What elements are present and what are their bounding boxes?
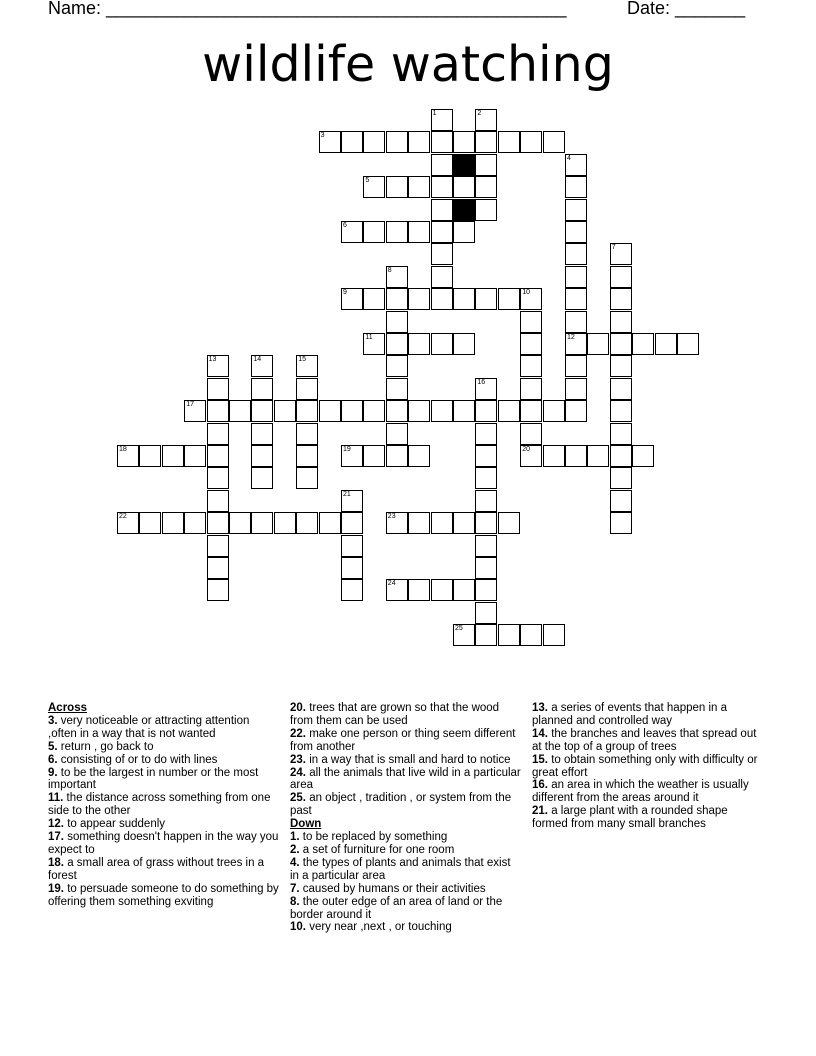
grid-cell[interactable]	[251, 378, 273, 400]
grid-cell[interactable]	[386, 400, 408, 422]
grid-cell[interactable]	[207, 445, 229, 467]
clue-item	[290, 896, 522, 922]
down-clue-list-continued	[532, 702, 764, 831]
grid-cell[interactable]	[207, 579, 229, 601]
grid-cell[interactable]	[475, 288, 497, 310]
grid-cell[interactable]	[341, 557, 363, 579]
grid-cell[interactable]	[207, 467, 229, 489]
clue-number: 21	[343, 490, 351, 498]
clue-item-text: something doesn't happen in the way you expect to	[48, 831, 279, 856]
grid-cell[interactable]	[341, 535, 363, 557]
clue-item-number: 11.	[48, 792, 64, 805]
grid-cell[interactable]	[565, 243, 587, 265]
clue-item-number: 3.	[48, 714, 58, 727]
grid-cell[interactable]	[431, 512, 453, 534]
clue-item-text: a series of events that happen in a planned and controlled way	[532, 702, 728, 727]
clue-number: 19	[343, 446, 351, 453]
clue-item-text: to be the largest in number or the most important	[48, 766, 259, 792]
grid-cell[interactable]	[162, 512, 184, 534]
clue-item	[48, 818, 280, 831]
grid-cell[interactable]	[475, 199, 497, 221]
grid-cell[interactable]	[341, 579, 363, 601]
grid-cell[interactable]	[565, 378, 587, 400]
grid-cell[interactable]	[408, 176, 430, 198]
grid-cell[interactable]	[207, 378, 229, 400]
grid-cell[interactable]	[475, 602, 497, 624]
grid-cell[interactable]	[453, 333, 475, 355]
grid-cell[interactable]	[431, 109, 453, 131]
clue-number: 12	[567, 334, 575, 341]
clue-item	[290, 831, 522, 844]
grid-cell[interactable]	[475, 512, 497, 534]
grid-cell[interactable]	[431, 131, 453, 153]
grid-cell[interactable]	[386, 311, 408, 333]
grid-cell[interactable]	[475, 176, 497, 198]
clue-item	[48, 767, 280, 793]
clue-number: 15	[298, 356, 306, 364]
grid-cell[interactable]	[274, 512, 296, 534]
grid-cell[interactable]	[319, 131, 341, 153]
grid-cell[interactable]	[386, 288, 408, 310]
grid-cell[interactable]	[453, 400, 475, 422]
grid-cell[interactable]	[587, 445, 609, 467]
clue-item-text: to persuade someone to do something by offering them something exviting	[48, 882, 279, 908]
clue-item-number: 16.	[532, 779, 548, 792]
clue-item-number: 1.	[290, 831, 300, 844]
grid-cell[interactable]	[184, 445, 206, 467]
grid-cell[interactable]	[207, 355, 229, 377]
grid-cell[interactable]	[565, 400, 587, 422]
grid-cell[interactable]	[251, 445, 273, 467]
grid-cell[interactable]	[475, 490, 497, 512]
grid-cell[interactable]	[475, 535, 497, 557]
clue-item-text: an area in which the weather is usually different from the areas around it	[532, 779, 749, 805]
grid-cell[interactable]	[498, 624, 520, 646]
grid-cell[interactable]	[543, 131, 565, 153]
grid-cell[interactable]	[386, 445, 408, 467]
grid-cell[interactable]	[498, 131, 520, 153]
clue-item	[532, 805, 764, 831]
clue-item-text: return , go back to	[57, 740, 154, 753]
grid-cell[interactable]	[363, 176, 385, 198]
grid-cell[interactable]	[543, 624, 565, 646]
clue-item-text: a small area of grass without trees in a forest	[48, 856, 265, 882]
grid-cell[interactable]	[431, 176, 453, 198]
grid-cell[interactable]	[251, 467, 273, 489]
clue-item-text: very near ,next , or touching	[306, 921, 452, 934]
clue-item-number: 25.	[290, 792, 306, 805]
clue-item-number: 9.	[48, 766, 58, 779]
clue-item-number: 14.	[532, 727, 548, 740]
grid-cell[interactable]	[386, 266, 408, 288]
grid-cell[interactable]	[319, 400, 341, 422]
grid-cell[interactable]	[565, 221, 587, 243]
grid-cell[interactable]	[520, 624, 542, 646]
grid-cell[interactable]	[677, 333, 699, 355]
grid-cell[interactable]	[475, 467, 497, 489]
grid-cell[interactable]	[565, 333, 587, 355]
grid-cell[interactable]	[610, 266, 632, 288]
grid-cell[interactable]	[408, 579, 430, 601]
clue-item-text: to appear suddenly	[64, 818, 166, 831]
grid-cell[interactable]	[408, 288, 430, 310]
clue-item-number: 10.	[290, 921, 306, 934]
grid-cell[interactable]	[475, 624, 497, 646]
grid-cell[interactable]	[139, 445, 161, 467]
clue-item-text: consisting of or to do with lines	[57, 753, 218, 766]
grid-cell[interactable]	[117, 445, 139, 467]
clue-item-number: 8.	[290, 895, 300, 908]
grid-cell[interactable]	[408, 400, 430, 422]
grid-cell[interactable]	[386, 131, 408, 153]
black-cell	[453, 199, 475, 221]
grid-cell[interactable]	[363, 333, 385, 355]
grid-cell[interactable]	[386, 579, 408, 601]
date-field-label: Date: _______	[627, 0, 746, 18]
clue-item-text: caused by humans or their activities	[299, 882, 486, 895]
grid-cell[interactable]	[655, 333, 677, 355]
grid-cell[interactable]	[251, 355, 273, 377]
grid-cell[interactable]	[520, 423, 542, 445]
grid-cell[interactable]	[520, 400, 542, 422]
grid-cell[interactable]	[341, 288, 363, 310]
grid-cell[interactable]	[408, 131, 430, 153]
grid-cell[interactable]	[251, 423, 273, 445]
grid-cell[interactable]	[296, 445, 318, 467]
grid-cell[interactable]	[431, 154, 453, 176]
clue-item-text: to obtain something only with difficulty or great effort	[532, 753, 758, 779]
grid-cell[interactable]	[386, 221, 408, 243]
clue-number: 1	[432, 110, 437, 117]
grid-cell[interactable]	[296, 423, 318, 445]
clue-column-3	[532, 702, 764, 831]
grid-cell[interactable]	[363, 131, 385, 153]
clue-item-number: 5.	[48, 740, 58, 753]
across-clue-list-continued	[290, 702, 522, 818]
grid-cell[interactable]	[386, 423, 408, 445]
clue-number: 25	[455, 625, 463, 633]
clue-number: 2	[477, 110, 482, 117]
grid-cell[interactable]	[207, 535, 229, 557]
grid-cell[interactable]	[431, 199, 453, 221]
grid-cell[interactable]	[565, 199, 587, 221]
clue-item-number: 21.	[532, 805, 548, 818]
clue-number: 7	[611, 244, 616, 252]
grid-cell[interactable]	[565, 445, 587, 467]
grid-cell[interactable]	[341, 131, 363, 153]
grid-cell[interactable]	[453, 579, 475, 601]
grid-cell[interactable]	[498, 288, 520, 310]
clue-item	[290, 844, 522, 857]
grid-cell[interactable]	[543, 445, 565, 467]
clue-number: 6	[343, 222, 347, 229]
grid-cell[interactable]	[610, 378, 632, 400]
grid-cell[interactable]	[319, 512, 341, 534]
clue-item	[290, 921, 522, 934]
grid-cell[interactable]	[610, 243, 632, 265]
clue-number: 4	[567, 154, 571, 162]
grid-cell[interactable]	[207, 490, 229, 512]
grid-cell[interactable]	[610, 445, 632, 467]
clue-item	[48, 754, 280, 767]
grid-cell[interactable]	[296, 378, 318, 400]
clue-item-text: make one person or thing seem different from another	[290, 727, 516, 753]
grid-cell[interactable]	[565, 176, 587, 198]
grid-cell[interactable]	[565, 355, 587, 377]
clue-number: 8	[387, 266, 392, 274]
grid-cell[interactable]	[520, 333, 542, 355]
grid-cell[interactable]	[610, 400, 632, 422]
clue-number: 22	[119, 513, 127, 521]
grid-cell[interactable]	[341, 445, 363, 467]
grid-cell[interactable]	[565, 266, 587, 288]
down-heading: Down	[290, 818, 322, 831]
across-heading: Across	[48, 702, 87, 714]
grid-cell[interactable]	[296, 400, 318, 422]
clue-item	[48, 792, 280, 818]
clue-item	[290, 754, 522, 767]
grid-cell[interactable]	[475, 579, 497, 601]
grid-cell[interactable]	[610, 490, 632, 512]
grid-cell[interactable]	[386, 512, 408, 534]
name-field-label: Name: ______________________________________________	[48, 0, 567, 18]
grid-cell[interactable]	[520, 311, 542, 333]
clue-number: 13	[208, 356, 217, 364]
clue-item-number: 7.	[290, 882, 300, 895]
grid-cell[interactable]	[408, 333, 430, 355]
grid-cell[interactable]	[475, 154, 497, 176]
grid-cell[interactable]	[610, 311, 632, 333]
grid-cell[interactable]	[341, 512, 363, 534]
grid-cell[interactable]	[363, 221, 385, 243]
grid-cell[interactable]	[431, 579, 453, 601]
grid-cell[interactable]	[162, 445, 184, 467]
clue-item	[532, 728, 764, 754]
clue-column-2	[290, 702, 522, 934]
clue-item-text: a large plant with a rounded shape formed from many small branches	[532, 805, 728, 831]
grid-cell[interactable]	[453, 512, 475, 534]
clue-number: 14	[253, 356, 262, 364]
grid-cell[interactable]	[610, 333, 632, 355]
grid-cell[interactable]	[587, 333, 609, 355]
clue-number: 5	[365, 177, 370, 185]
grid-cell[interactable]	[274, 400, 296, 422]
clue-item-text: the outer edge of an area of land or the border around it	[290, 895, 503, 921]
clue-item	[48, 857, 280, 883]
grid-cell[interactable]	[520, 355, 542, 377]
grid-cell[interactable]	[498, 400, 520, 422]
grid-cell[interactable]	[184, 512, 206, 534]
grid-cell[interactable]	[363, 288, 385, 310]
grid-cell[interactable]	[386, 333, 408, 355]
grid-cell[interactable]	[431, 266, 453, 288]
clue-item-number: 2.	[290, 843, 300, 856]
grid-cell[interactable]	[386, 176, 408, 198]
clue-item	[290, 728, 522, 754]
grid-cell[interactable]	[520, 131, 542, 153]
clue-number: 17	[186, 401, 194, 409]
grid-cell[interactable]	[565, 288, 587, 310]
grid-cell[interactable]	[341, 400, 363, 422]
grid-cell[interactable]	[408, 512, 430, 534]
grid-cell[interactable]	[610, 423, 632, 445]
grid-cell[interactable]	[632, 445, 654, 467]
clue-item-number: 18.	[48, 856, 64, 869]
clue-item-text: the branches and leaves that spread out at the top of a group of trees	[532, 727, 757, 753]
grid-cell[interactable]	[610, 288, 632, 310]
grid-cell[interactable]	[453, 176, 475, 198]
grid-cell[interactable]	[251, 512, 273, 534]
clue-item	[48, 741, 280, 754]
across-clue-list	[48, 715, 280, 909]
clue-item-text: an object , tradition , or system from the past	[290, 792, 512, 818]
clue-item	[532, 702, 764, 728]
clue-item	[48, 715, 280, 741]
grid-cell[interactable]	[184, 400, 206, 422]
grid-cell[interactable]	[520, 378, 542, 400]
clue-item-text: trees that are grown so that the wood from them can be used	[290, 702, 500, 727]
clue-item-text: all the animals that live wild in a particular area	[290, 766, 521, 792]
clue-item	[290, 702, 522, 728]
grid-cell[interactable]	[117, 512, 139, 534]
clue-item-text: in a way that is small and hard to notice	[306, 753, 511, 766]
clue-item-number: 19.	[48, 882, 64, 895]
grid-cell[interactable]	[386, 355, 408, 377]
clue-item	[532, 779, 764, 805]
clue-number: 9	[343, 289, 347, 297]
clue-number: 11	[365, 334, 373, 341]
grid-cell[interactable]	[229, 400, 251, 422]
clue-number: 3	[320, 132, 325, 140]
clue-number: 23	[387, 513, 396, 521]
grid-cell[interactable]	[632, 333, 654, 355]
grid-cell[interactable]	[296, 467, 318, 489]
clue-item-number: 13.	[532, 702, 548, 714]
grid-cell[interactable]	[431, 333, 453, 355]
clue-number: 10	[522, 289, 530, 297]
grid-cell[interactable]	[520, 445, 542, 467]
clue-column-1	[48, 702, 280, 909]
grid-cell[interactable]	[408, 221, 430, 243]
grid-cell[interactable]	[207, 557, 229, 579]
grid-cell[interactable]	[207, 400, 229, 422]
grid-cell[interactable]	[565, 154, 587, 176]
grid-cell[interactable]	[251, 400, 273, 422]
grid-cell[interactable]	[565, 311, 587, 333]
grid-cell[interactable]	[431, 243, 453, 265]
grid-cell[interactable]	[520, 288, 542, 310]
down-clue-list	[290, 831, 522, 934]
clue-item	[48, 831, 280, 857]
clue-item	[290, 767, 522, 793]
clue-number: 24	[387, 580, 396, 588]
grid-cell[interactable]	[363, 400, 385, 422]
clue-item-text: the types of plants and animals that exist in a particular area	[290, 856, 511, 882]
grid-cell[interactable]	[386, 378, 408, 400]
grid-cell[interactable]	[229, 512, 251, 534]
clue-item-number: 12.	[48, 818, 64, 831]
clue-item-number: 22.	[290, 727, 306, 740]
clue-item-number: 6.	[48, 753, 58, 766]
grid-cell[interactable]	[610, 355, 632, 377]
grid-cell[interactable]	[139, 512, 161, 534]
grid-cell[interactable]	[431, 288, 453, 310]
grid-cell[interactable]	[453, 288, 475, 310]
grid-cell[interactable]	[475, 131, 497, 153]
clue-item	[290, 883, 522, 896]
grid-cell[interactable]	[453, 624, 475, 646]
clue-item-text: to be replaced by something	[299, 831, 448, 844]
grid-cell[interactable]	[543, 400, 565, 422]
grid-cell[interactable]	[207, 423, 229, 445]
grid-cell[interactable]	[475, 557, 497, 579]
grid-cell[interactable]	[475, 109, 497, 131]
clue-item	[290, 792, 522, 818]
grid-cell[interactable]	[296, 512, 318, 534]
clue-item	[290, 857, 522, 883]
clue-item-number: 17.	[48, 831, 64, 844]
grid-cell[interactable]	[431, 400, 453, 422]
grid-cell[interactable]	[408, 445, 430, 467]
puzzle-title: wildlife watching	[202, 36, 614, 93]
grid-cell[interactable]	[475, 423, 497, 445]
clue-item-number: 20.	[290, 702, 306, 714]
clue-item-text: a set of furniture for one room	[299, 843, 455, 856]
grid-cell[interactable]	[610, 467, 632, 489]
clue-item-number: 4.	[290, 856, 300, 869]
grid-cell[interactable]	[453, 131, 475, 153]
clue-item-number: 24.	[290, 766, 306, 779]
grid-cell[interactable]	[431, 221, 453, 243]
grid-cell[interactable]	[475, 400, 497, 422]
clue-item-text: very noticeable or attracting attention ,often in a way that is not wanted	[48, 714, 250, 740]
grid-cell[interactable]	[341, 221, 363, 243]
clue-item-text: the distance across something from one side to the other	[48, 792, 271, 818]
black-cell	[453, 154, 475, 176]
grid-cell[interactable]	[475, 445, 497, 467]
clue-number: 18	[119, 446, 127, 453]
grid-cell[interactable]	[363, 445, 385, 467]
grid-cell[interactable]	[296, 355, 318, 377]
clue-item	[532, 754, 764, 780]
grid-cell[interactable]	[341, 490, 363, 512]
grid-cell[interactable]	[207, 512, 229, 534]
grid-cell[interactable]	[610, 512, 632, 534]
clue-item-number: 15.	[532, 753, 548, 766]
grid-cell[interactable]	[453, 221, 475, 243]
clue-number: 16	[477, 378, 486, 386]
grid-cell[interactable]	[475, 378, 497, 400]
clue-item-number: 23.	[290, 753, 306, 766]
grid-cell[interactable]	[498, 512, 520, 534]
clue-item	[48, 883, 280, 909]
clue-number: 20	[522, 446, 530, 453]
